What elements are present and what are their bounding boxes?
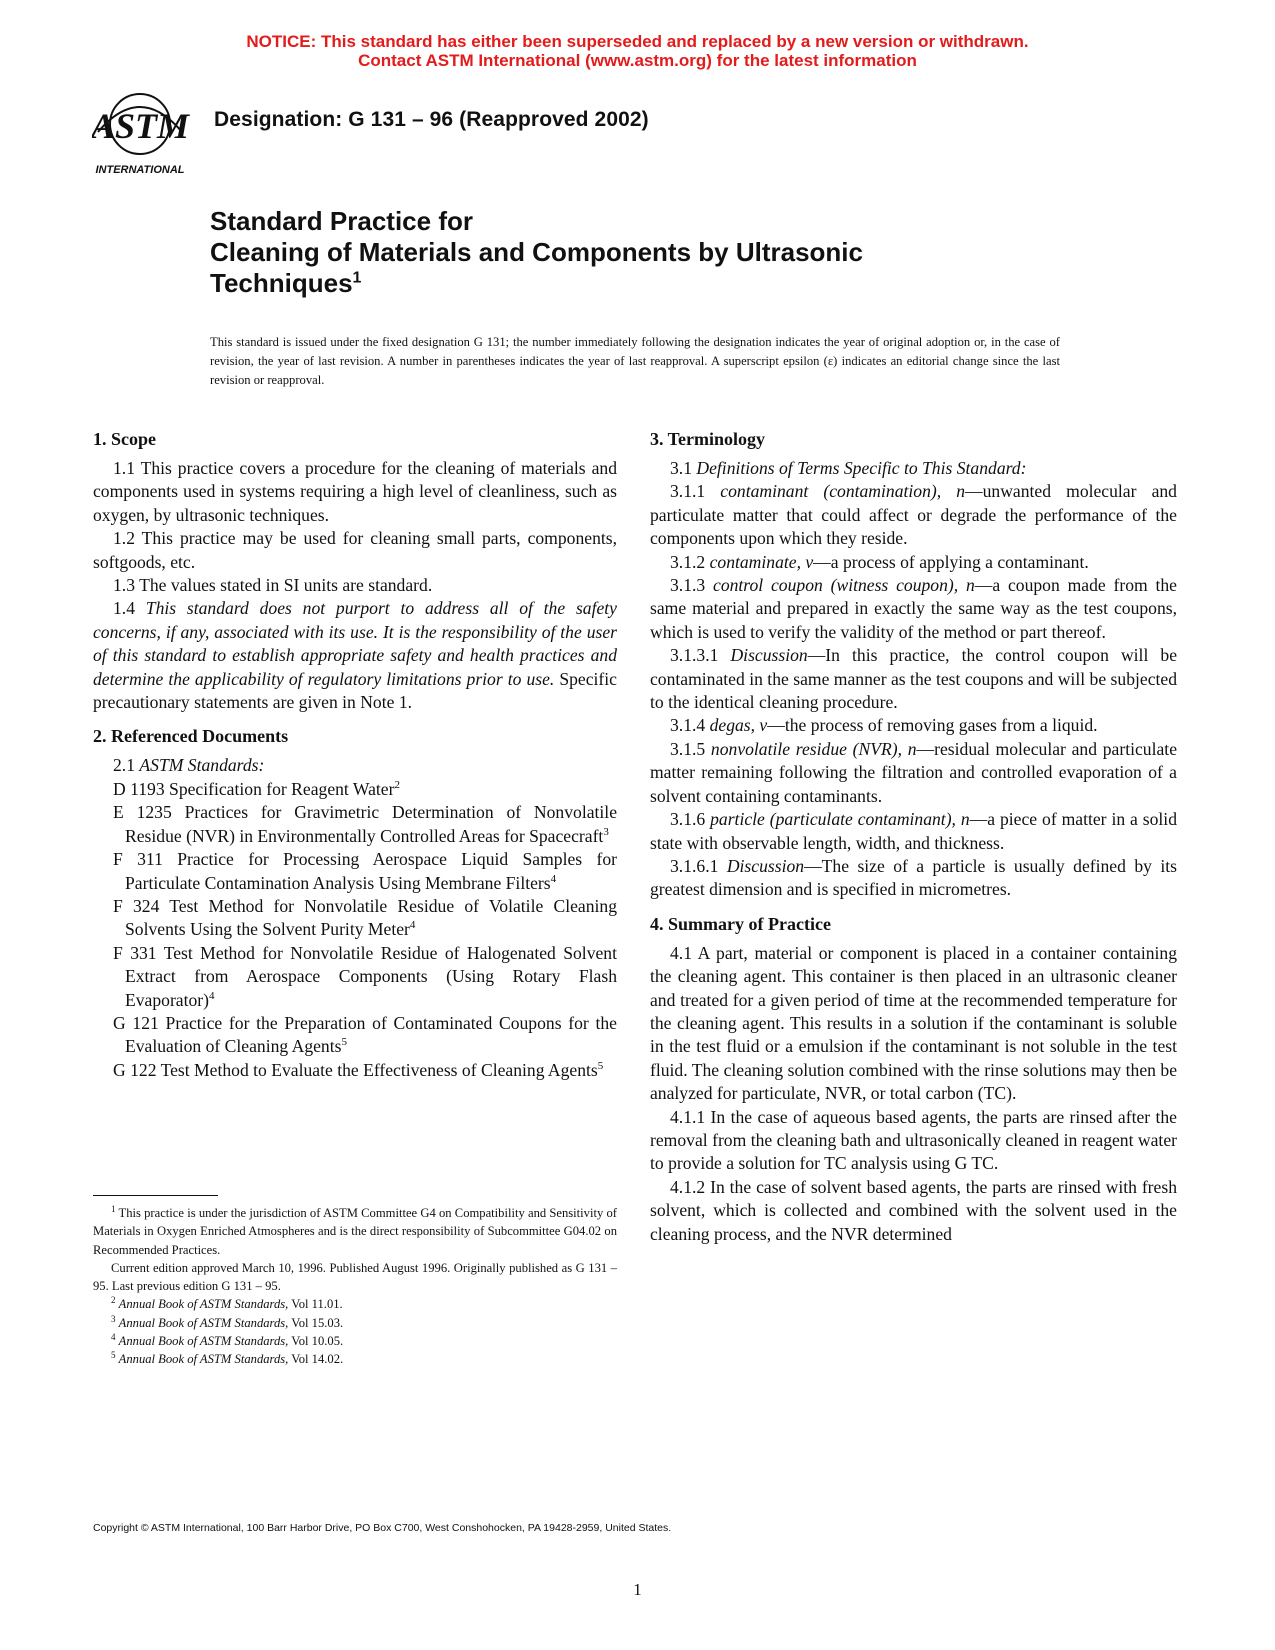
- definition-term: Discussion: [730, 645, 808, 666]
- title-footnote-mark: 1: [352, 269, 362, 287]
- definition-text: —residual molecular and particulate matter remaining following the filtration and controlled evaporation of a solvent containing contaminants.: [650, 738, 1177, 806]
- footnote-divider: [93, 1195, 218, 1196]
- notice-line-2: Contact ASTM International (www.astm.org) for the latest information: [358, 51, 917, 70]
- reference-item: [93, 895, 617, 942]
- footnote-volume: Vol 14.02.: [291, 1352, 344, 1367]
- reference-text: F 324 Test Method for Nonvolatile Residue of Volatile Cleaning Solvents Using the Solvent Purity Meter: [113, 895, 617, 940]
- reference-footnote-mark: 3: [603, 825, 609, 838]
- definition-text: —In this practice, the control coupon will be contaminated in the same manner as the test coupons and will be subjected to the identical cleaning procedure.: [650, 645, 1178, 713]
- reference-footnote-mark: 4: [209, 989, 215, 1002]
- reference-item: [93, 801, 617, 848]
- definition-term: degas, v: [709, 715, 768, 736]
- footnote-item: [93, 1314, 617, 1332]
- title-line-2: Cleaning of Materials and Components by Ultrasonic: [210, 237, 863, 267]
- definition-text: —a process of applying a contaminant.: [813, 551, 1089, 572]
- definition-particle: [650, 808, 1177, 855]
- reference-item: [93, 942, 617, 1012]
- definition-num: 3.1.3: [670, 575, 706, 596]
- terminology-3-1-label: Definitions of Terms Specific to This Standard:: [696, 458, 1027, 478]
- reference-footnote-mark: 5: [341, 1036, 347, 1049]
- definition-term: Discussion: [726, 855, 805, 876]
- footnote-book: Annual Book of ASTM Standards,: [118, 1352, 289, 1367]
- definition-text: —a piece of matter in a solid state with observable length, width, and thickness.: [650, 809, 1177, 853]
- footnote-volume: Vol 10.05.: [291, 1334, 344, 1349]
- definition-text: —the process of removing gases from a liquid.: [767, 715, 1098, 736]
- reference-text: G 121 Practice for the Preparation of Contaminated Coupons for the Evaluation of Cleaning Agents: [113, 1012, 617, 1057]
- definition-term: control coupon (witness coupon), n: [713, 575, 975, 596]
- title-line-1: Standard Practice for: [210, 206, 473, 236]
- footnote-item: [93, 1295, 617, 1313]
- reference-footnote-mark: 4: [409, 919, 416, 932]
- scope-1-4-num: 1.4: [113, 598, 135, 619]
- definition-term: contaminant (contamination), n: [720, 481, 966, 502]
- terminology-3-1: [650, 457, 1177, 480]
- definition-num: 3.1.6.1: [670, 855, 719, 876]
- terminology-3-1-num: 3.1: [670, 458, 692, 478]
- referenced-2-1-label: ASTM Standards:: [139, 755, 265, 776]
- footnote-1-edition: Current edition approved March 10, 1996. Published August 1996. Originally published as G 131 – 95. Last previous edition G 131 – 95.: [93, 1260, 617, 1294]
- footnote-1: [93, 1204, 617, 1259]
- footnote-mark: 2: [111, 1295, 116, 1306]
- issued-note: This standard is issued under the fixed designation G 131; the number immediately following the designation indicates the year of original adoption or, in the case of revision, the year of last revision. A number in parentheses indicates the year of last reapproval. A superscript epsilon (ε) indicates an editorial change since the last revision or reapproval.: [210, 335, 1060, 387]
- definition-nvr: [650, 738, 1177, 808]
- definition-num: 3.1.1: [670, 481, 706, 502]
- footnote-text: This practice is under the jurisdiction of ASTM Committee G4 on Compatibility and Sensitivity of Materials in Oxygen Enriched Atmospheres and is the direct responsibility of Subcommittee G04.02 on Recommended Practices.: [93, 1206, 617, 1257]
- definition-text: —The size of a particle is usually defined by its greatest dimension and is specified in micrometres.: [650, 855, 1177, 900]
- summary-4-1: 4.1 A part, material or component is placed in a container containing the cleaning agent. This container is then placed in an ultrasonic cleaner and treated for a given period of time at the recommended temperature for the cleaning agent. This results in a solution if the contaminant is soluble in the test fluid or a emulsion if the contaminant is not soluble in the test fluid. The cleaning solution combined with the rinse solutions may then be analyzed for particulate, NVR, or total carbon (TC).: [650, 942, 1177, 1104]
- definition-discussion-particle: [650, 855, 1177, 902]
- footnote-volume: Vol 15.03.: [291, 1315, 344, 1330]
- summary-4-1-1: 4.1.1 In the case of aqueous based agents, the parts are rinsed after the removal from the cleaning bath and ultrasonically cleaned in reagent water to provide a solution for TC analysis using G TC.: [650, 1106, 1177, 1174]
- document-title: [210, 206, 1110, 299]
- reference-text: E 1235 Practices for Gravimetric Determination of Nonvolatile Residue (NVR) in Environmentally Controlled Areas for Spacecraft: [113, 802, 617, 846]
- definition-term: nonvolatile residue (NVR), n: [710, 738, 917, 759]
- reference-footnote-mark: 5: [597, 1059, 604, 1072]
- footnote-book: Annual Book of ASTM Standards,: [118, 1297, 289, 1312]
- footnote-book: Annual Book of ASTM Standards,: [118, 1334, 289, 1349]
- section-heading-scope: 1. Scope: [93, 429, 156, 449]
- definition-text: —a coupon made from the same material and prepared in exactly the same way as the test coupons, which is used to verify the validity of the method or part thereof.: [650, 575, 1177, 642]
- footnote-volume: Vol 11.01.: [291, 1297, 343, 1312]
- section-heading-summary: 4. Summary of Practice: [650, 913, 831, 934]
- summary-4-1-2: 4.1.2 In the case of solvent based agents, the parts are rinsed with fresh solvent, which is collected and combined with the solvent used in the cleaning process, and the NVR determined: [650, 1176, 1177, 1244]
- scope-1-3: 1.3 The values stated in SI units are standard.: [113, 575, 433, 596]
- footnote-mark: 4: [111, 1331, 116, 1342]
- withdrawal-notice: [0, 32, 1275, 70]
- referenced-2-1: [93, 754, 617, 777]
- footnote-book: Annual Book of ASTM Standards,: [118, 1315, 289, 1330]
- referenced-2-1-num: 2.1: [113, 755, 135, 776]
- definition-contaminant: [650, 480, 1177, 550]
- definition-num: 3.1.3.1: [670, 645, 719, 666]
- reference-footnote-mark: 4: [550, 872, 557, 885]
- footnote-mark: 5: [111, 1350, 116, 1361]
- footnote-mark: 3: [111, 1313, 116, 1324]
- definition-term: contaminate, v: [709, 551, 814, 572]
- reference-footnote-mark: 2: [394, 779, 400, 792]
- title-line-3: Techniques: [210, 268, 353, 298]
- definition-num: 3.1.5: [670, 738, 706, 759]
- section-heading-referenced: 2. Referenced Documents: [93, 726, 289, 747]
- reference-text: F 311 Practice for Processing Aerospace Liquid Samples for Particulate Contamination Analysis Using Membrane Filters: [113, 849, 617, 893]
- definition-control-coupon: [650, 574, 1177, 644]
- reference-text: G 122 Test Method to Evaluate the Effectiveness of Cleaning Agents: [113, 1059, 598, 1080]
- reference-text: F 331 Test Method for Nonvolatile Residue of Halogenated Solvent Extract from Aerospace Components (Using Rotary Flash Evaporator): [113, 942, 617, 1010]
- reference-item: [93, 1012, 617, 1059]
- scope-1-4: [93, 597, 617, 714]
- astm-logo-icon: [92, 92, 200, 178]
- definition-num: 3.1.2: [670, 551, 706, 572]
- scope-1-4-italic: This standard does not purport to address all of the safety concerns, if any, associated with its use. It is the responsibility of the user of this standard to establish appropriate safety and health practices and determine the applicability of regulatory limitations prior to use.: [93, 598, 617, 689]
- footnotes: [93, 1204, 617, 1369]
- definition-discussion-control-coupon: [650, 644, 1177, 714]
- reference-item: [93, 778, 617, 801]
- definition-num: 3.1.6: [670, 809, 706, 830]
- footnote-item: [93, 1332, 617, 1350]
- footnote-mark: 1: [111, 1203, 116, 1214]
- notice-line-1: NOTICE: This standard has either been superseded and replaced by a new version or withdrawn.: [246, 32, 1029, 51]
- logo-international-text: INTERNATIONAL: [95, 164, 185, 176]
- definition-degas: [650, 714, 1177, 737]
- designation: Designation: G 131 – 96 (Reapproved 2002): [214, 108, 649, 131]
- definition-text: —unwanted molecular and particulate matter that could affect or degrade the performance of the components upon which they reside.: [650, 481, 1177, 549]
- definition-term: particle (particulate contaminant), n: [710, 809, 970, 830]
- reference-item: [93, 848, 617, 895]
- scope-1-4-rest: Specific precautionary statements are given in Note 1.: [93, 668, 617, 713]
- section-heading-terminology: 3. Terminology: [650, 429, 766, 449]
- definition-num: 3.1.4: [670, 715, 706, 736]
- footnote-item: [93, 1350, 617, 1368]
- scope-1-1: 1.1 This practice covers a procedure for the cleaning of materials and components used in systems requiring a high level of cleanliness, such as oxygen, by ultrasonic techniques.: [93, 458, 617, 525]
- svg-text:ASTM: ASTM: [92, 106, 190, 146]
- right-column: [650, 428, 1177, 1246]
- reference-item: [93, 1059, 617, 1082]
- scope-1-2: 1.2 This practice may be used for cleaning small parts, components, softgoods, etc.: [93, 528, 617, 572]
- left-column: [93, 428, 617, 1082]
- reference-text: D 1193 Specification for Reagent Water: [113, 778, 395, 799]
- page-number: 1: [633, 1580, 642, 1599]
- definition-contaminate: [650, 551, 1177, 574]
- copyright-notice: Copyright © ASTM International, 100 Barr Harbor Drive, PO Box C700, West Conshohocken, PA 19428-2959, United States.: [93, 1522, 672, 1534]
